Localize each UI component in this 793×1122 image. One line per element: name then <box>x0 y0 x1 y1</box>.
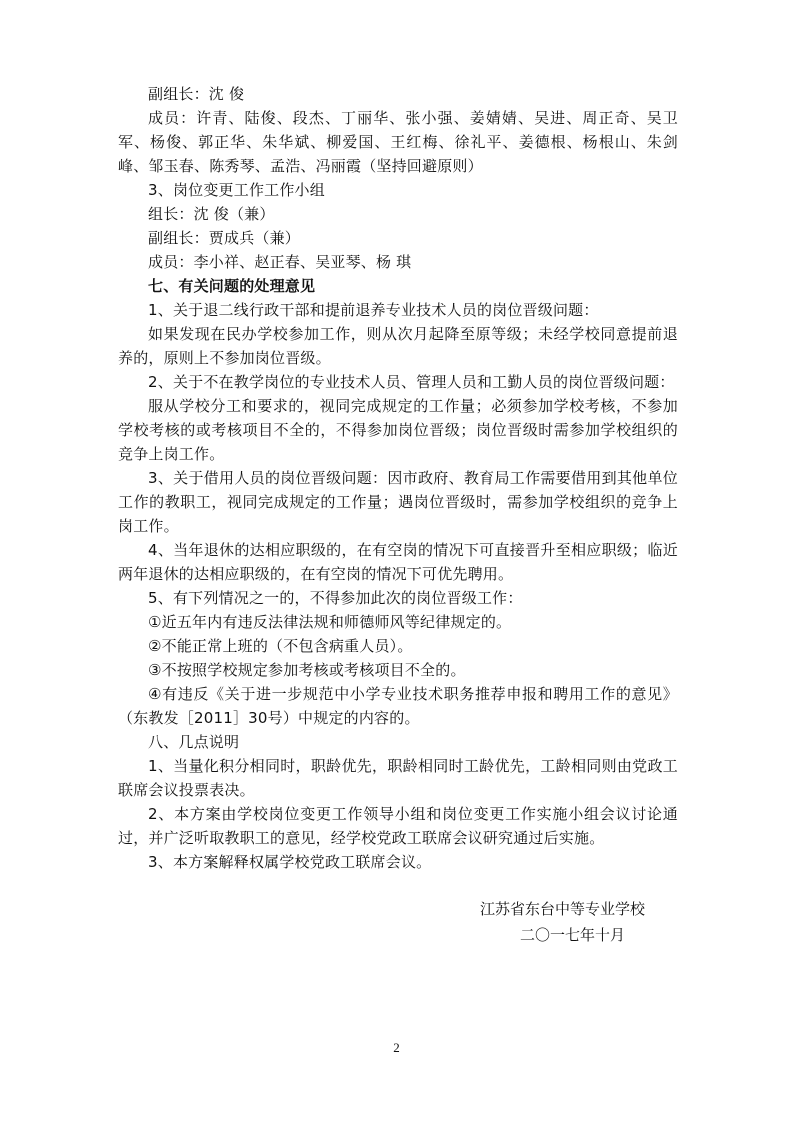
body-paragraph: 副组长：贾成兵（兼） <box>148 229 301 247</box>
signature-block <box>480 896 710 948</box>
body-paragraph: ②不能正常上班的（不包含病重人员）。 <box>148 637 413 655</box>
body-paragraph: 副组长：沈 俊 <box>148 85 245 103</box>
signature-date: 二〇一七年十月 <box>520 926 626 944</box>
body-paragraph: 5、有下列情况之一的，不得参加此次的岗位晋级工作： <box>148 589 523 607</box>
body-paragraph: 成员：李小祥、赵正春、吴亚琴、杨 琪 <box>148 253 412 271</box>
body-paragraph: 2、本方案由学校岗位变更工作领导小组和岗位变更工作实施小组会议讨论通过，并广泛听取教职工的意见，经学校党政工联席会议研究通过后实施。 <box>118 805 678 847</box>
signature-school: 江苏省东台中等专业学校 <box>480 900 646 918</box>
body-paragraph: 组长：沈 俊（兼） <box>148 205 275 223</box>
body-paragraph: 服从学校分工和要求的，视同完成规定的工作量；必须参加学校考核，不参加学校考核的或考核项目不全的，不得参加岗位晋级；岗位晋级时需参加学校组织的竞争上岗工作。 <box>118 397 678 463</box>
section-heading: 七、有关问题的处理意见 <box>148 277 316 295</box>
body-paragraph: ④有违反《关于进一步规范中小学专业技术职务推荐申报和聘用工作的意见》（东教发［2011］30号）中规定的内容的。 <box>118 685 678 727</box>
body-paragraph: ①近五年内有违反法律法规和师德师风等纪律规定的。 <box>148 613 512 631</box>
body-paragraph: 八、几点说明 <box>148 733 240 751</box>
document-body <box>118 82 678 874</box>
body-paragraph: 4、当年退休的达相应职级的，在有空岗的情况下可直接晋升至相应职级；临近两年退休的达相应职级的，在有空岗的情况下可优先聘用。 <box>118 541 678 583</box>
page-number: 2 <box>393 1040 400 1055</box>
body-paragraph: 1、关于退二线行政干部和提前退养专业技术人员的岗位晋级问题： <box>148 301 599 319</box>
body-paragraph: 3、岗位变更工作工作小组 <box>148 181 325 199</box>
body-paragraph: 成员：许青、陆俊、段杰、丁丽华、张小强、姜婧婧、吴进、周正奇、吴卫军、杨俊、郭正华、朱华斌、柳爱国、王红梅、徐礼平、姜德根、杨根山、朱剑峰、邹玉春、陈秀琴、孟浩、冯丽霞（坚持回避原则） <box>118 109 678 175</box>
body-paragraph: 3、关于借用人员的岗位晋级问题：因市政府、教育局工作需要借用到其他单位工作的教职工，视同完成规定的工作量；遇岗位晋级时，需参加学校组织的竞争上岗工作。 <box>118 469 678 535</box>
body-paragraph: 2、关于不在教学岗位的专业技术人员、管理人员和工勤人员的岗位晋级问题： <box>148 373 675 391</box>
body-paragraph: 如果发现在民办学校参加工作，则从次月起降至原等级；未经学校同意提前退养的，原则上不参加岗位晋级。 <box>118 325 678 367</box>
body-paragraph: 3、本方案解释权属学校党政工联席会议。 <box>148 853 432 871</box>
body-paragraph: 1、当量化积分相同时，职龄优先，职龄相同时工龄优先，工龄相同则由党政工联席会议投票表决。 <box>118 757 678 799</box>
body-paragraph: ③不按照学校规定参加考核或考核项目不全的。 <box>148 661 466 679</box>
